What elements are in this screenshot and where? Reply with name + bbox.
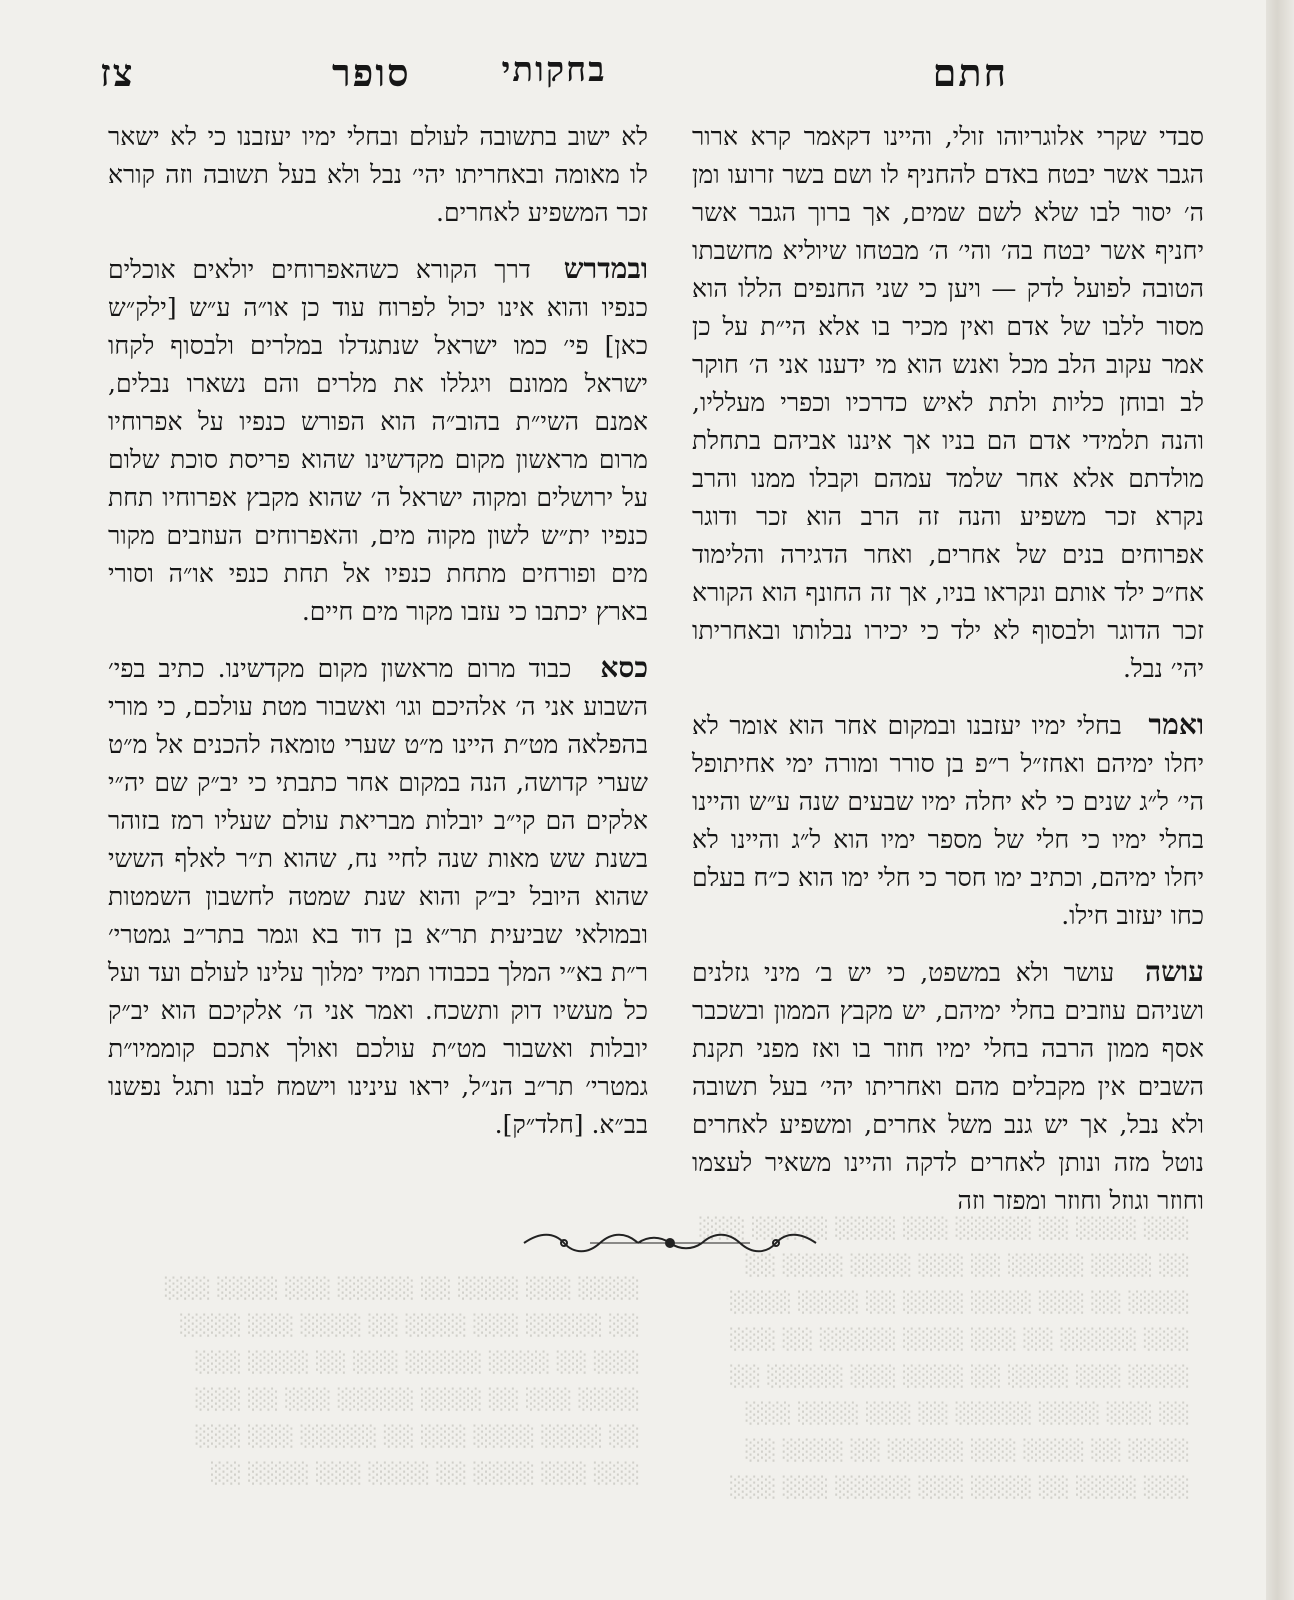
header-title-word-2: סופר [332, 50, 411, 95]
paragraph-lead-word: עושה [1145, 955, 1204, 988]
paragraph [108, 250, 648, 631]
page-header [100, 50, 1008, 100]
paragraph-lead-word: ואמר [1148, 708, 1204, 741]
paragraph-text: בחלי ימיו יעזבנו ובמקום אחר הוא אומר לא יחלו ימיהם ואחז״ל ר״פ בן סורר ומורה ימי אחיתופל הי׳ ל״ג שנים כי לא יחלה ימיו שבעים שנה ע״ש והיינו בחלי ימיו כי חלי של מספר ימיו הוא ל״ג והיינו לא יחלו ימיהם, וכתיב ימו חסר כי חלי ימו הוא כ״ח בעלם כחו יעזוב חילו. [692, 711, 1204, 930]
ornamental-divider-icon [520, 1226, 820, 1260]
paragraph [692, 118, 1204, 688]
paragraph-text: לא ישוב בתשובה לעולם ובחלי ימיו יעזבנו כי לא ישאר לו מאומה ובאחריתו יהי׳ נבל ולא בעל תשובה וזה קורא זכר המשפיע לאחרים. [108, 122, 648, 227]
bleed-through-left: ░░░░ ░░░ ░░░░ ░░ ░░░░░ ░░░ ░░░░ ░░░ ░░ ░░░░░ ░░░ ░░░░ ░░ ░░░░ ░░░ ░░░░ ░░░ ░░ ░░░░ ░░░░░ ░░░ ░░ ░░░░ ░░░ ░░░░ ░░░ ░░ ░░░░ ░░░░░ ░░░ ░░ ░░░ ░░ ░░░░ ░░░░ ░░░ ░░ ░░░░░ ░░░ ░░░ ░░░ ░░░ ░░░░ ░░ ░░░░ ░░░ ░░░░ ░░ [164, 1276, 640, 1485]
paragraph-text: דרך הקורא כשהאפרוחים יולאים אוכלים כנפיו והוא אינו יכול לפרוח עוד כן או״ה ע״ש [ילק״ש כאן] פי׳ כמו ישראל שנתגדלו במלרים ולבסוף לקחו ישראל ממונם ויגללו את מלרים והם נשארו נבלים, אמנם השי״ת בהוב״ה הוא הפורש כנפיו על אפרוחיו מרום מראשון מקום מקדשינו שהוא פריסת סוכת שלום על ירושלים ומקוה ישראל ה׳ שהוא מקבץ אפרוחיו תחת כנפיו ית״ש לשון מקוה מים, והאפרוחים העוזבים מקור מים ופורחים מתחת כנפיו אל תחת כנפי או״ה וסורי בארץ יכתבו כי עזבו מקור מים חיים. [108, 255, 648, 626]
right-text-column [692, 118, 1204, 1238]
paragraph [108, 118, 648, 232]
paragraph-text: עושר ולא במשפט, כי יש ב׳ מיני גזלנים ושניהם עוזבים בחלי ימיהם, יש מקבץ הממון ובשכבר אסף ממון הרבה בחלי ימיו חוזר בו ואז מפני תקנת השבים אין מקבלים מהם ואחריתו יהי׳ בעל תשובה ולא נבל, אך יש גנב משל אחרים, ומשפיע לאחרים נוטל מזה ונותן לאחרים לדקה והיינו משאיר לעצמו וחוזר וגוזל וחוזר ומפזר וזה [692, 958, 1204, 1215]
paragraph [692, 953, 1204, 1220]
paragraph-lead-word: כסא [600, 651, 648, 684]
paragraph-text: כבוד מרום מראשון מקום מקדשינו. כתיב בפי׳ השבוע אני ה׳ אלהיכם וגו׳ ואשבור מטת עולכם, כי מורי בהפלאה מט״ת היינו מ״ט שערי טומאה להכנים אל מ״ט שערי קדושה, הנה במקום אחר כתבתי כי יב״ק שם יה״י אלקים הם קי״ב יובלות מבריאת עולם שעליו רמז בזוהר בשנת שש מאות שנה לחיי נח, שהוא ת״ר לאלף הששי שהוא היובל יב״ק והוא שנת שמטה לחשבון השמטות ובמולאי שביעית תר״א בן דוד בא וגמר בתר״ב גמטרי׳ ר״ת בא״י המלך בכבודו תמיד ימלוך עלינו לעולם ועד ועל כל מעשיו דוק ותשכח. ואמר אני ה׳ אלקיכם הוא יב״ק יובלות ואשבור מט״ת עולכם ואולך אתכם קוממיו״ת גמטרי׳ תר״ב הנ״ל, יראו עינינו וישמח לבנו ותגל נפשנו בב״א. [חלד״ק]. [108, 654, 648, 1139]
page-number: צז [100, 50, 135, 95]
header-parasha: בחקותי [501, 50, 607, 90]
paragraph [108, 649, 648, 1144]
paragraph [692, 706, 1204, 935]
left-text-column [108, 118, 648, 1162]
header-title-word: חתם [932, 50, 1008, 95]
paragraph-text: סבדי שקרי אלוגריוהו זולי, והיינו דקאמר קרא ארור הגבר אשר יבטח באדם להחניף לו ושם בשר זרועו ומן ה׳ יסור לבו שלא לשם שמים, אך ברוך הגבר אשר יחניף אשר יבטח בה׳ והי׳ ה׳ מבטחו שיוליא מחשבתו הטובה לפועל לדק — ויען כי שני החנפים הללו הוא מסור ללבו של אדם ואין מכיר בו אלא הי״ת על כן אמר עקוב הלב מכל ואנש הוא מי ידענו אני ה׳ חוקר לב ובוחן כליות ולתת לאיש כדרכיו וכפרי מעלליו, והנה תלמידי אדם הם בניו אך איננו אביהם בתחלת מולדתם אלא אחר שלמד עמהם וקבלו ממנו והרב נקרא זכר משפיע והנה זה הרב הוא זכר ודוגר אפרוחים בנים של אחרים, ואחר הדגירה והלימוד אח״כ ילד אותם ונקראו בניו, אך זה החונף הוא הקורא זכר הדוגר ולבסוף לא ילד כי יכירו נבלותו ובאחריתו יהי׳ נבל. [692, 122, 1204, 683]
bleed-through-right: ░░░ ░░░░ ░░ ░░░░░ ░░░ ░░░░ ░░░░░ ░░░ ░░ ░░░░ ░░░░░ ░░ ░░░ ░░░░ ░░░░ ░░ ░░░░ ░░ ░░░ ░░░░ ░░░░ ░░ ░░░░ ░░░░ ░░░ ░░░░░ ░░ ░░░ ░░░░ ░░░░░ ░░ ░░░ ░░░░ ░░░ ░░░░ ░░ ░░░░ ░░░ ░░░░░ ░░ ░░ ░░░ ░░░░ ░░░░░ ░░ ░░░ ░░░░ ░░░ ░░░░ ░░ ░░░░ ░░░ ░░░░░ ░░ ░░░░ ░░ ░░░ ░░░░ ░░ ░░░░ ░░░ ░░░░░ ░░░ ░░░ [699, 1216, 1190, 1499]
paragraph-lead-word: ובמדרש [563, 252, 648, 285]
page-edge [1266, 0, 1294, 1600]
